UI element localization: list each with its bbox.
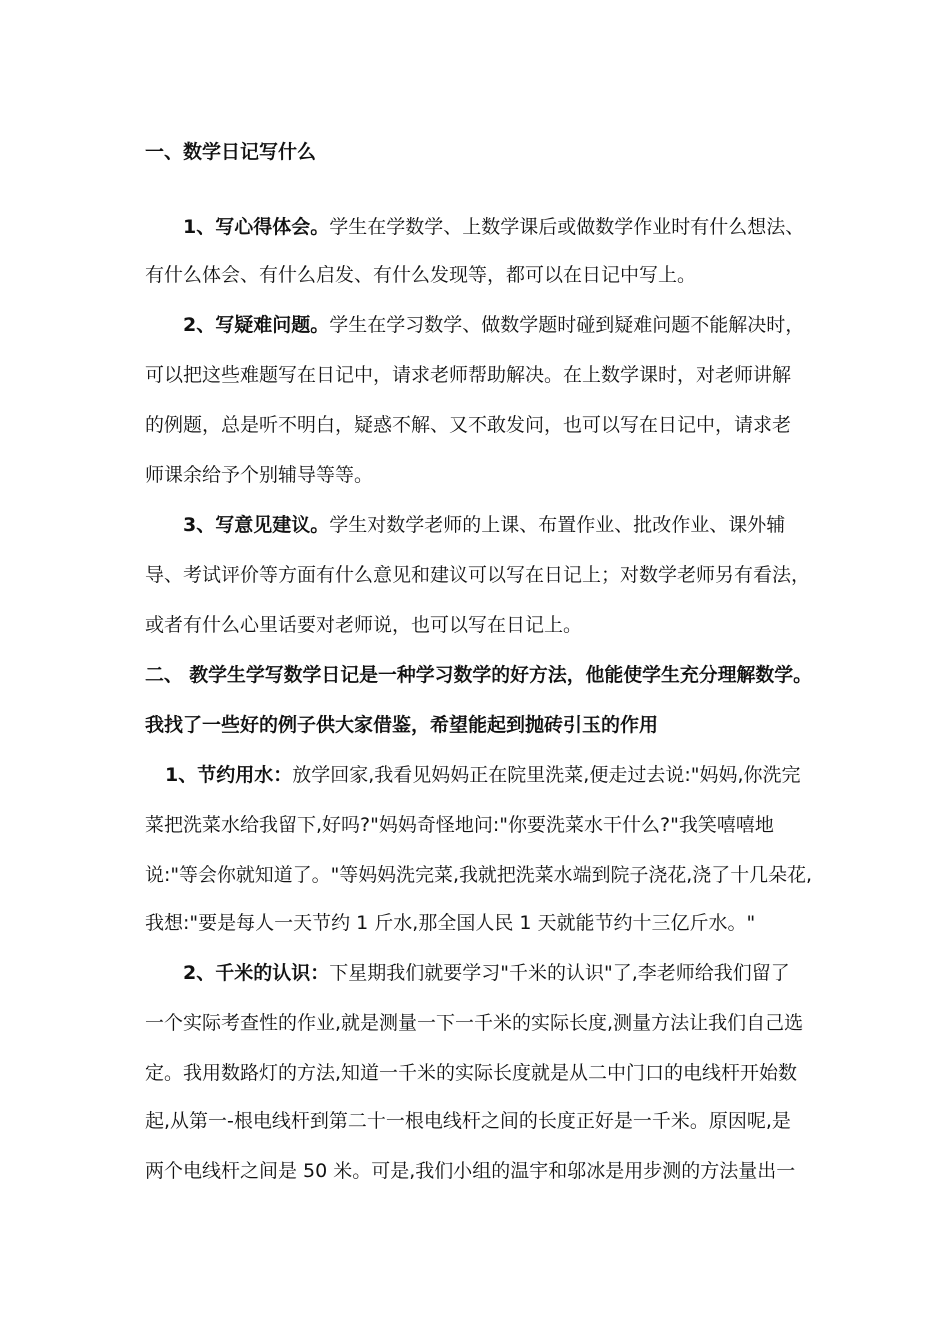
paragraph-2-line-3: 的例题，总是听不明白，疑惑不解、又不敢发问，也可以写在日记中，请求老 xyxy=(145,414,792,436)
paragraph-2-line-4: 师课余给予个别辅导等等。 xyxy=(145,464,374,486)
example-2-lead: 2、千米的认识： xyxy=(183,962,330,984)
example-1-lead: 1、节约用水： xyxy=(165,764,293,786)
paragraph-2-line-1: 2、写疑难问题。学生在学习数学、做数学题时碰到疑难问题不能解决时， xyxy=(183,314,805,336)
paragraph-1-line-2: 有什么体会、有什么启发、有什么发现等，都可以在日记中写上。 xyxy=(145,264,697,286)
example-2-line-1: 2、千米的认识：下星期我们就要学习"千米的认识"了,李老师给我们留了 xyxy=(183,962,790,984)
paragraph-3-lead: 3、写意见建议。 xyxy=(183,514,330,536)
example-1-line-4: 我想:"要是每人一天节约 1 斤水,那全国人民 1 天就能节约十三亿斤水。" xyxy=(145,912,756,934)
example-2-line-4: 起,从第一-根电线杆到第二十一根电线杆之间的长度正好是一千米。原因呢,是 xyxy=(145,1110,791,1132)
example-1-line-2: 菜把洗菜水给我留下,好吗?"妈妈奇怪地问:"你要洗菜水干什么?"我笑嘻嘻地 xyxy=(145,814,774,836)
example-1-line-1: 1、节约用水：放学回家,我看见妈妈正在院里洗菜,便走过去说:"妈妈,你洗完 xyxy=(165,764,801,786)
example-1-line-3: 说:"等会你就知道了。"等妈妈洗完菜,我就把洗菜水端到院子浇花,浇了十几朵花, xyxy=(145,864,812,886)
paragraph-2-lead: 2、写疑难问题。 xyxy=(183,314,330,336)
paragraph-2-line-2: 可以把这些难题写在日记中，请求老师帮助解决。在上数学课时，对老师讲解 xyxy=(145,364,792,386)
section-heading-1: 一、数学日记写什么 xyxy=(145,141,317,163)
paragraph-1-lead: 1、写心得体会。 xyxy=(183,216,330,238)
section-heading-2-line-1: 二、 教学生学写数学日记是一种学习数学的好方法，他能使学生充分理解数学。 xyxy=(145,664,812,686)
paragraph-3-line-1: 3、写意见建议。学生对数学老师的上课、布置作业、批改作业、课外辅 xyxy=(183,514,786,536)
section-heading-2-line-2: 我找了一些好的例子供大家借鉴，希望能起到抛砖引玉的作用 xyxy=(145,714,659,736)
paragraph-3-line-2: 导、考试评价等方面有什么意见和建议可以写在日记上；对数学老师另有看法， xyxy=(145,564,811,586)
paragraph-3-line-3: 或者有什么心里话要对老师说，也可以写在日记上。 xyxy=(145,614,583,636)
example-2-line-5: 两个电线杆之间是 50 米。可是,我们小组的温宇和邬冰是用步测的方法量出一 xyxy=(145,1160,796,1182)
example-2-line-2: 一个实际考查性的作业,就是测量一下一千米的实际长度,测量方法让我们自己选 xyxy=(145,1012,804,1034)
example-2-line-3: 定。我用数路灯的方法,知道一千米的实际长度就是从二中门口的电线杆开始数 xyxy=(145,1062,798,1084)
paragraph-1-line-1: 1、写心得体会。学生在学数学、上数学课后或做数学作业时有什么想法、 xyxy=(183,216,805,238)
